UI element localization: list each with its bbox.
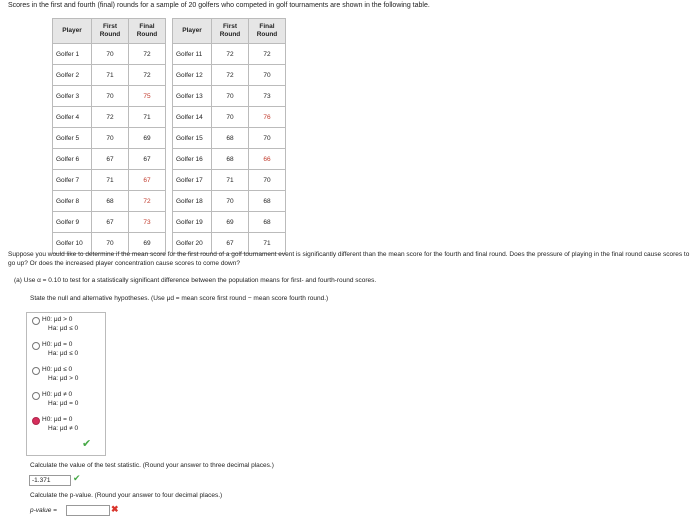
- header-player: Player: [53, 19, 92, 44]
- final-round-cell: 72: [129, 191, 166, 212]
- final-round-cell: 69: [129, 128, 166, 149]
- player-cell: Golfer 1: [53, 44, 92, 65]
- radio-button[interactable]: [32, 317, 40, 325]
- table-row: [53, 149, 166, 170]
- intro-text: Scores in the first and fourth (final) rounds for a sample of 20 golfers who competed in golf tournaments are shown in the following table.: [8, 2, 430, 9]
- header-final-round: Final Round: [249, 19, 286, 44]
- player-cell: Golfer 16: [173, 149, 212, 170]
- player-cell: Golfer 8: [53, 191, 92, 212]
- first-round-cell: 72: [92, 107, 129, 128]
- radio-button[interactable]: [32, 392, 40, 400]
- test-statistic-input[interactable]: -1.371: [29, 475, 71, 486]
- final-round-cell: 75: [129, 86, 166, 107]
- final-round-cell: 69: [129, 233, 166, 254]
- final-round-cell: 70: [249, 170, 286, 191]
- table-row: [53, 191, 166, 212]
- header-final-round: Final Round: [129, 19, 166, 44]
- player-cell: Golfer 6: [53, 149, 92, 170]
- incorrect-x-icon: ✖: [111, 504, 119, 514]
- alternative-hypothesis: Ha: μd > 0: [48, 375, 79, 382]
- final-round-cell: 66: [249, 149, 286, 170]
- first-round-cell: 70: [92, 128, 129, 149]
- player-cell: Golfer 18: [173, 191, 212, 212]
- null-hypothesis: H0: μd = 0: [42, 341, 73, 348]
- radio-button[interactable]: [32, 367, 40, 375]
- scores-table-left: [52, 18, 166, 254]
- alternative-hypothesis: Ha: μd ≤ 0: [48, 350, 79, 357]
- table-row: [53, 128, 166, 149]
- final-round-cell: 72: [129, 44, 166, 65]
- first-round-cell: 67: [92, 212, 129, 233]
- p-value-label: p-value =: [30, 507, 57, 514]
- p-value-prompt: Calculate the p-value. (Round your answer to four decimal places.): [30, 492, 223, 499]
- player-cell: Golfer 3: [53, 86, 92, 107]
- part-a-text: (a) Use α = 0.10 to test for a statistically significant difference between the population means for first- and fourth-round scores.: [14, 277, 377, 284]
- final-round-cell: 73: [249, 86, 286, 107]
- final-round-cell: 67: [129, 170, 166, 191]
- player-cell: Golfer 17: [173, 170, 212, 191]
- table-row: [53, 212, 166, 233]
- final-round-cell: 70: [249, 65, 286, 86]
- first-round-cell: 70: [212, 107, 249, 128]
- first-round-cell: 70: [92, 44, 129, 65]
- table-row: [173, 65, 286, 86]
- table-row: [173, 44, 286, 65]
- first-round-cell: 69: [212, 212, 249, 233]
- table-row: [53, 65, 166, 86]
- final-round-cell: 72: [129, 65, 166, 86]
- first-round-cell: 68: [212, 149, 249, 170]
- player-cell: Golfer 2: [53, 65, 92, 86]
- first-round-cell: 70: [212, 86, 249, 107]
- player-cell: Golfer 11: [173, 44, 212, 65]
- correct-check-icon: ✔: [73, 473, 81, 483]
- header-first-round: First Round: [212, 19, 249, 44]
- hypothesis-choices: [26, 312, 106, 456]
- table-row: [53, 44, 166, 65]
- hypothesis-option[interactable]: [30, 340, 102, 365]
- final-round-cell: 71: [129, 107, 166, 128]
- player-cell: Golfer 20: [173, 233, 212, 254]
- alternative-hypothesis: Ha: μd = 0: [48, 400, 79, 407]
- table-row: [173, 212, 286, 233]
- null-hypothesis: H0: μd = 0: [42, 416, 73, 423]
- alternative-hypothesis: Ha: μd ≠ 0: [48, 425, 79, 432]
- final-round-cell: 76: [249, 107, 286, 128]
- header-player: Player: [173, 19, 212, 44]
- player-cell: Golfer 15: [173, 128, 212, 149]
- player-cell: Golfer 4: [53, 107, 92, 128]
- player-cell: Golfer 13: [173, 86, 212, 107]
- final-round-cell: 73: [129, 212, 166, 233]
- table-row: [53, 107, 166, 128]
- table-row: [173, 191, 286, 212]
- final-round-cell: 68: [249, 212, 286, 233]
- final-round-cell: 67: [129, 149, 166, 170]
- player-cell: Golfer 12: [173, 65, 212, 86]
- first-round-cell: 68: [92, 191, 129, 212]
- first-round-cell: 71: [92, 65, 129, 86]
- table-row: [173, 170, 286, 191]
- first-round-cell: 68: [212, 128, 249, 149]
- hypothesis-option[interactable]: [30, 365, 102, 390]
- final-round-cell: 68: [249, 191, 286, 212]
- player-cell: Golfer 14: [173, 107, 212, 128]
- table-row: [53, 170, 166, 191]
- first-round-cell: 70: [92, 86, 129, 107]
- hypothesis-option[interactable]: [30, 390, 102, 415]
- first-round-cell: 70: [212, 191, 249, 212]
- player-cell: Golfer 5: [53, 128, 92, 149]
- state-hypotheses-text: State the null and alternative hypotheses. (Use μd = mean score first round − mean score fourth round.): [30, 295, 329, 302]
- final-round-cell: 70: [249, 128, 286, 149]
- table-row: [173, 149, 286, 170]
- scores-table-right: [172, 18, 286, 254]
- final-round-cell: 71: [249, 233, 286, 254]
- null-hypothesis: H0: μd ≤ 0: [42, 366, 73, 373]
- first-round-cell: 67: [212, 233, 249, 254]
- radio-button[interactable]: [32, 417, 40, 425]
- correct-check-icon: ✔: [82, 438, 92, 450]
- first-round-cell: 72: [212, 65, 249, 86]
- player-cell: Golfer 10: [53, 233, 92, 254]
- player-cell: Golfer 9: [53, 212, 92, 233]
- first-round-cell: 71: [212, 170, 249, 191]
- test-statistic-prompt: Calculate the value of the test statistic. (Round your answer to three decimal places.): [30, 462, 274, 469]
- table-row: [173, 86, 286, 107]
- hypothesis-option[interactable]: [30, 315, 102, 340]
- first-round-cell: 70: [92, 233, 129, 254]
- null-hypothesis: H0: μd ≠ 0: [42, 391, 73, 398]
- first-round-cell: 72: [212, 44, 249, 65]
- table-row: [173, 128, 286, 149]
- player-cell: Golfer 19: [173, 212, 212, 233]
- null-hypothesis: H0: μd > 0: [42, 316, 73, 323]
- table-row: [53, 86, 166, 107]
- alternative-hypothesis: Ha: μd ≤ 0: [48, 325, 79, 332]
- p-value-input[interactable]: [66, 505, 110, 516]
- table-row: [173, 107, 286, 128]
- question-text: Suppose you would like to determine if the mean score for the first round of a golf tournament event is significantly different than the mean score for the fourth and final round. Does the pressure of playing in the final round cause scores to go up? Or does the increased player concentration cause scores to come down?: [8, 251, 690, 267]
- final-round-cell: 72: [249, 44, 286, 65]
- header-first-round: First Round: [92, 19, 129, 44]
- first-round-cell: 71: [92, 170, 129, 191]
- first-round-cell: 67: [92, 149, 129, 170]
- radio-button[interactable]: [32, 342, 40, 350]
- player-cell: Golfer 7: [53, 170, 92, 191]
